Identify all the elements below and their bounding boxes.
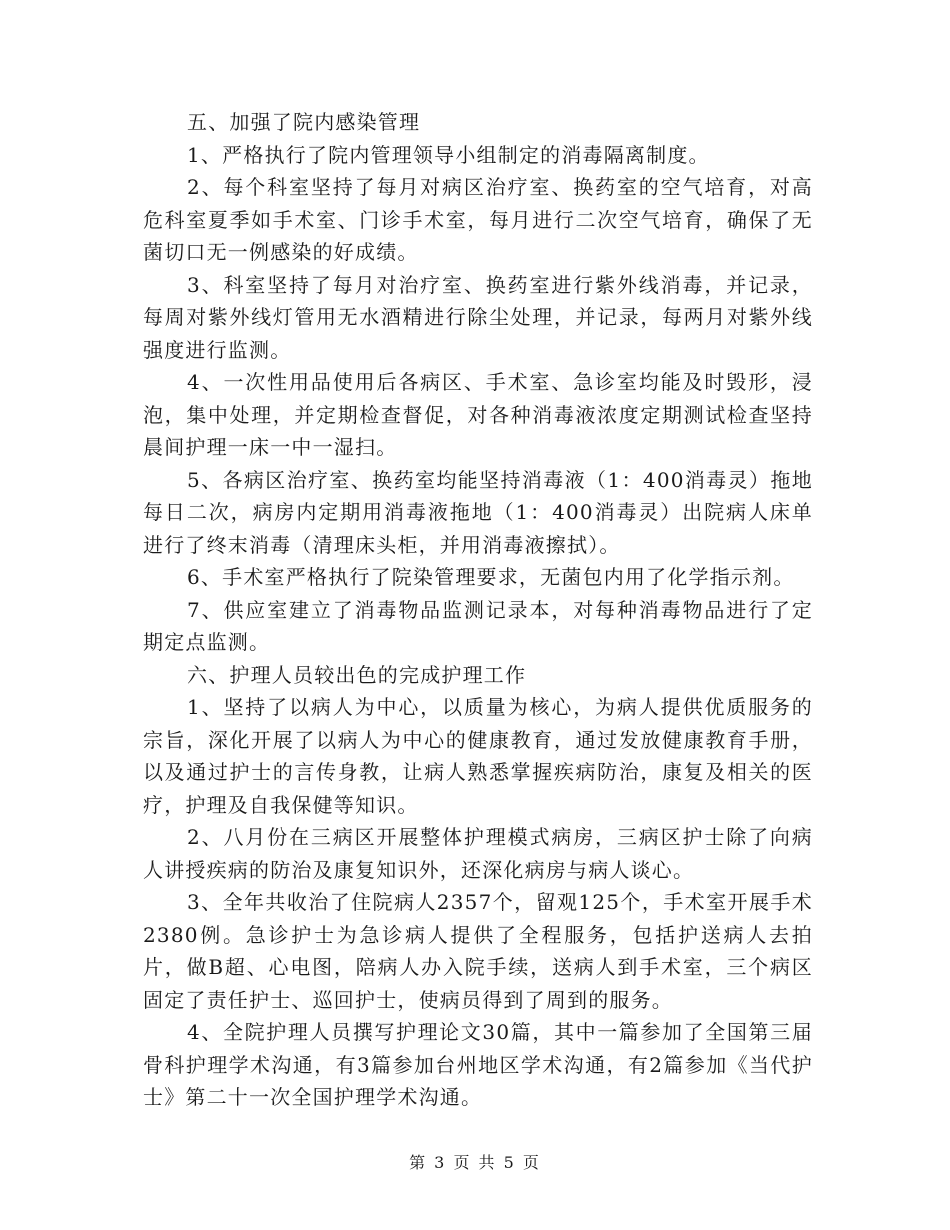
paragraph: 2、每个科室坚持了每月对病区治疗室、换药室的空气培育，对高危科室夏季如手术室、门诊手术室，每月进行二次空气培育，确保了无菌切口无一例感染的好成绩。	[143, 175, 813, 264]
paragraph: 7、供应室建立了消毒物品监测记录本，对每种消毒物品进行了定期定点监测。	[143, 597, 813, 654]
paragraph: 2、八月份在三病区开展整体护理模式病房，三病区护士除了向病人讲授疾病的防治及康复知识外，还深化病房与病人谈心。	[143, 825, 813, 882]
paragraph: 1、坚持了以病人为中心，以质量为核心，为病人提供优质服务的宗旨，深化开展了以病人为中心的健康教育，通过发放健康教育手册，以及通过护士的言传身教，让病人熟悉掌握疾病防治，康复及相关的医疗，护理及自我保健等知识。	[143, 695, 813, 817]
paragraph: 3、全年共收治了住院病人2357个，留观125个，手术室开展手术2380例。急诊护士为急诊病人提供了全程服务，包括护送病人去拍片，做B超、心电图，陪病人办入院手续，送病人到手术室，三个病区固定了责任护士、巡回护士，使病员得到了周到的服务。	[143, 890, 813, 1012]
document-body	[143, 106, 813, 1114]
paragraph: 1、严格执行了院内管理领导小组制定的消毒隔离制度。	[187, 142, 710, 167]
section-heading-nursing-work: 六、护理人员较出色的完成护理工作	[187, 662, 527, 687]
paragraph: 3、科室坚持了每月对治疗室、换药室进行紫外线消毒，并记录，每周对紫外线灯管用无水酒精进行除尘处理，并记录，每两月对紫外线强度进行监测。	[143, 272, 813, 362]
paragraph: 4、全院护理人员撰写护理论文30篇，其中一篇参加了全国第三届骨科护理学术沟通，有3篇参加台州地区学术沟通，有2篇参加《当代护士》第二十一次全国护理学术沟通。	[143, 1020, 813, 1109]
page-number-footer: 第 3 页 共 5 页	[409, 1153, 541, 1172]
section-heading-infection-control: 五、加强了院内感染管理	[187, 110, 421, 134]
paragraph: 6、手术室严格执行了院染管理要求，无菌包内用了化学指示剂。	[187, 565, 795, 589]
paragraph: 5、各病区治疗室、换药室均能坚持消毒液（1：400消毒灵）拖地每日二次，病房内定期用消毒液拖地（1：400消毒灵）出院病人床单进行了终末消毒（清理床头柜，并用消毒液擦拭）。	[143, 467, 813, 557]
paragraph: 4、一次性用品使用后各病区、手术室、急诊室均能及时毁形，浸泡，集中处理，并定期检查督促，对各种消毒液浓度定期测试检查坚持晨间护理一床一中一湿扫。	[143, 370, 813, 459]
